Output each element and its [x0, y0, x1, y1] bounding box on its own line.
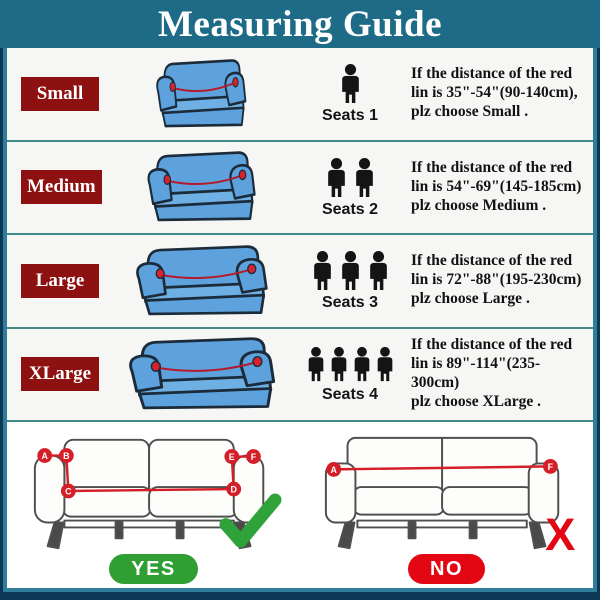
measuring-diagrams — [7, 420, 593, 588]
desc-line: plz choose Large . — [411, 290, 530, 308]
person-icon — [305, 344, 327, 384]
size-badge: Small — [21, 77, 99, 111]
no-badge: NO — [408, 554, 485, 584]
person-icons — [305, 344, 396, 384]
person-icon — [352, 156, 377, 199]
size-row-large — [7, 233, 593, 327]
seats-cell — [289, 249, 411, 312]
correct-sofa-lineart — [18, 428, 290, 556]
person-icons — [338, 62, 363, 105]
seats-cell — [289, 62, 411, 125]
person-icon — [351, 344, 373, 384]
size-description — [411, 65, 593, 122]
point-label: A — [41, 451, 48, 462]
sofa-illustration — [111, 244, 289, 318]
seats-label: Seats 2 — [321, 200, 379, 218]
desc-line: plz choose Medium . — [411, 196, 547, 214]
person-icon — [338, 62, 363, 105]
person-icon — [310, 249, 335, 292]
person-icon — [366, 249, 391, 292]
size-description — [411, 336, 593, 412]
badge-cell — [7, 170, 111, 204]
point-label: A — [330, 464, 337, 475]
incorrect-sofa-lineart — [311, 428, 583, 556]
desc-line: If the distance of the red — [411, 65, 573, 83]
size-row-xlarge — [7, 327, 593, 421]
incorrect-measure-diagram — [300, 422, 593, 588]
desc-line: If the distance of the red — [411, 252, 573, 270]
person-icon — [328, 344, 350, 384]
desc-line: lin is 89"-114"(235-300cm) — [411, 355, 541, 392]
point-label: F — [250, 452, 256, 462]
desc-line: plz choose XLarge . — [411, 393, 542, 411]
desc-line: lin is 35"-54"(90-140cm), — [411, 84, 578, 102]
sofa-illustration — [111, 150, 289, 224]
seats-cell — [289, 344, 411, 404]
size-description — [411, 252, 593, 309]
size-badge: Medium — [21, 170, 102, 204]
desc-line: lin is 54"-69"(145-185cm) — [411, 177, 582, 195]
badge-cell — [7, 264, 111, 298]
seats-cell — [289, 156, 411, 219]
content-frame — [3, 0, 597, 592]
sofa-icon — [150, 58, 250, 130]
size-badge: XLarge — [21, 357, 99, 391]
person-icon — [324, 156, 349, 199]
seats-label: Seats 1 — [321, 107, 379, 125]
badge-cell — [7, 77, 111, 111]
yes-badge: YES — [109, 554, 198, 584]
point-label: B — [62, 451, 70, 462]
sofa-icon — [119, 336, 281, 412]
point-label: D — [230, 484, 237, 495]
point-label: E — [228, 452, 235, 462]
sofa-illustration — [111, 58, 289, 130]
seats-label: Seats 3 — [321, 294, 379, 312]
x-mark-icon: X — [544, 509, 575, 556]
desc-line: lin is 72"-88"(195-230cm) — [411, 271, 582, 289]
size-badge: Large — [21, 264, 99, 298]
page-title: Measuring Guide — [158, 3, 442, 45]
desc-line: If the distance of the red — [411, 158, 573, 176]
size-description — [411, 159, 593, 216]
person-icon — [338, 249, 363, 292]
size-row-small — [7, 48, 593, 140]
sofa-icon — [127, 244, 273, 318]
sofa-icon — [140, 150, 260, 224]
person-icons — [324, 156, 377, 199]
seats-label: Seats 4 — [321, 386, 379, 404]
person-icons — [310, 249, 391, 292]
header-bar — [0, 0, 600, 48]
point-label: C — [64, 486, 72, 497]
point-label: F — [547, 461, 553, 472]
size-row-medium — [7, 140, 593, 234]
sofa-illustration — [111, 336, 289, 412]
person-icon — [374, 344, 396, 384]
desc-line: plz choose Small . — [411, 103, 529, 121]
badge-cell — [7, 357, 111, 391]
desc-line: If the distance of the red — [411, 336, 573, 354]
correct-measure-diagram — [7, 422, 300, 588]
